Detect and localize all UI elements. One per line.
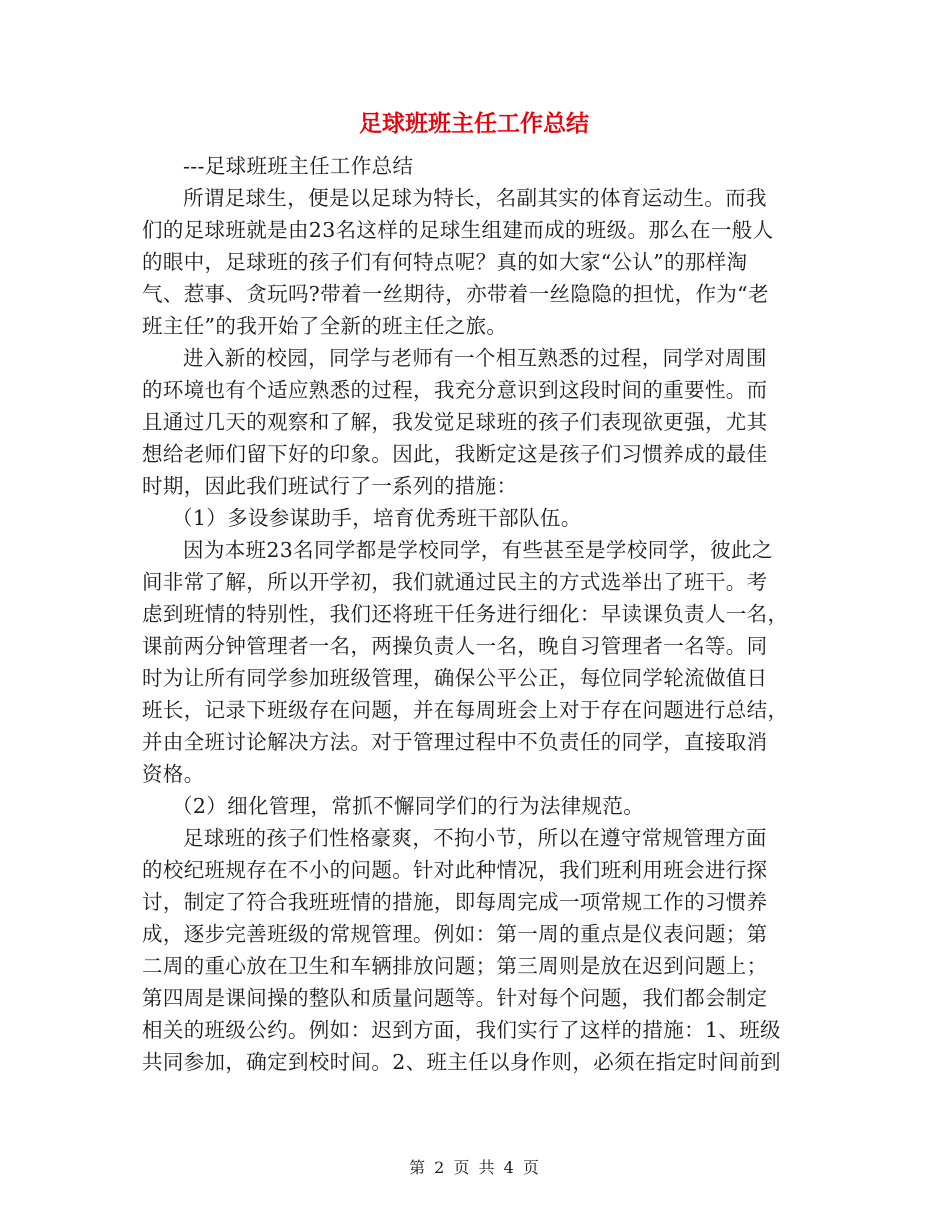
paragraph-line: 因为本班23名同学都是学校同学，有些甚至是学校同学，彼此之 [183, 538, 773, 562]
paragraph-line: 第四周是课间操的整队和质量问题等。针对每个问题，我们都会制定 [142, 986, 768, 1010]
paragraph-line: 时为让所有同学参加班级管理，确保公平公正，每位同学轮流做值日 [142, 666, 768, 690]
section-heading: （2）细化管理，常抓不懈同学们的行为法律规范。 [172, 794, 645, 818]
paragraph-line: 成，逐步完善班级的常规管理。例如：第一周的重点是仪表问题；第 [142, 922, 768, 946]
paragraph-line: 虑到班情的特别性，我们还将班干任务进行细化：早读课负责人一名， [142, 602, 789, 626]
paragraph-line: 间非常了解，所以开学初，我们就通过民主的方式选举出了班干。考 [142, 570, 768, 594]
paragraph-line: 的眼中，足球班的孩子们有何特点呢？真的如大家“公认”的那样淘 [142, 250, 748, 274]
paragraph-line: 相关的班级公约。例如：迟到方面，我们实行了这样的措施：1、班级 [142, 1018, 781, 1042]
paragraph-line: 资格。 [142, 762, 205, 786]
paragraph-line: 足球班的孩子们性格豪爽，不拘小节，所以在遵守常规管理方面 [183, 826, 767, 850]
paragraph-line: 时期，因此我们班试行了一系列的措施： [142, 474, 518, 498]
paragraph-line: 班长，记录下班级存在问题，并在每周班会上对于存在问题进行总结， [142, 698, 789, 722]
paragraph-line: 想给老师们留下好的印象。因此，我断定这是孩子们习惯养成的最佳 [142, 442, 768, 466]
paragraph-line: 班主任”的我开始了全新的班主任之旅。 [142, 314, 508, 338]
document-body [142, 150, 806, 1078]
paragraph-line: 且通过几天的观察和了解，我发觉足球班的孩子们表现欲更强，尤其 [142, 410, 768, 434]
subtitle-line: ---足球班班主任工作总结 [183, 154, 414, 178]
document-title: 足球班班主任工作总结 [359, 110, 589, 137]
paragraph-line: 所谓足球生，便是以足球为特长，名副其实的体育运动生。而我 [183, 186, 767, 210]
paragraph-line: 的环境也有个适应熟悉的过程，我充分意识到这段时间的重要性。而 [142, 378, 768, 402]
paragraph-line: 并由全班讨论解决方法。对于管理过程中不负责任的同学，直接取消 [142, 730, 768, 754]
paragraph-line: 共同参加，确定到校时间。2、班主任以身作则，必须在指定时间前到 [142, 1050, 781, 1074]
paragraph-line: 二周的重心放在卫生和车辆排放问题；第三周则是放在迟到问题上； [142, 954, 768, 978]
section-heading: （1）多设参谋助手，培育优秀班干部队伍。 [172, 506, 582, 530]
paragraph-line: 们的足球班就是由23名这样的足球生组建而成的班级。那么在一般人 [142, 218, 774, 242]
paragraph-line: 的校纪班规存在不小的问题。针对此种情况，我们班利用班会进行探 [142, 858, 768, 882]
paragraph-line: 气、惹事、贪玩吗?带着一丝期待，亦带着一丝隐隐的担忧，作为“老 [142, 282, 769, 306]
paragraph-line: 课前两分钟管理者一名，两操负责人一名，晚自习管理者一名等。同 [142, 634, 768, 658]
page-footer: 第 2 页 共 4 页 [409, 1158, 541, 1177]
paragraph-line: 进入新的校园，同学与老师有一个相互熟悉的过程，同学对周围 [183, 346, 767, 370]
paragraph-line: 讨，制定了符合我班班情的措施，即每周完成一项常规工作的习惯养 [142, 890, 768, 914]
